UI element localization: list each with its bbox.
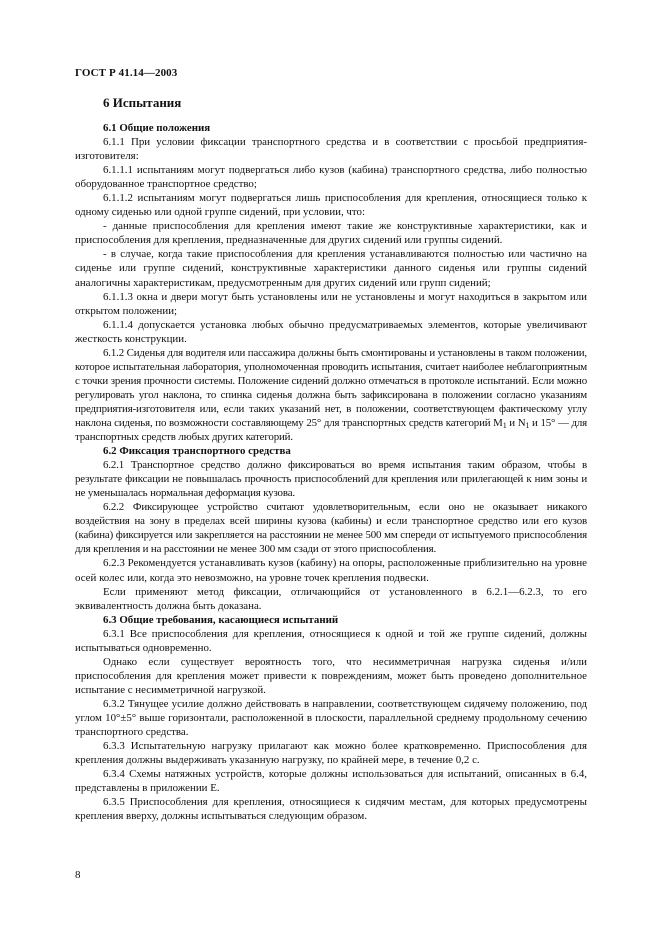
paragraph-6-2-3: 6.2.3 Рекомендуется устанавливать кузов (кабину) на опоры, расположенные приблизительно на уровне осей колес или, когда это невозможно, на уровне точек крепления подвески. (75, 557, 587, 584)
paragraph-bullet-2: - в случае, когда такие приспособления для крепления устанавливаются полностью или частично на сиденье или группе сидений, конструктивные характеристики данного сиденья или группы сидений аналогичны характеристикам, предусмотренным для других сидений или групп сидений; (75, 248, 587, 289)
paragraph-6-1-2: 6.1.2 Сиденья для водителя или пассажира должны быть смонтированы и установлены в таком положении, которое испытательная лаборатория, уполномоченная проводить испытания, считает наиболее неблагоприятным с точки зрения прочности системы. Положение сидений должно отмечаться в протоколе испытаний. Если можно регулировать угол наклона, то спинка сиденья должна быть зафиксирована в положении согласно указаниям предприятия-изготовителя или, если таких указаний нет, в положении, соответствующем фактическому углу наклона сиденья, по возможности составляющему 25° для транспортных средств категорий $M_1$ и $N_1$ и 15° — для транспортных средств любых других категорий. (75, 346, 587, 444)
paragraph-bullet-1: - данные приспособления для крепления имеют такие же конструктивные характеристики, как и приспособления для крепления, предназначенные для других сидений или группы сидений. (75, 220, 587, 247)
paragraph-6-1-1-2: 6.1.1.2 испытаниям могут подвергаться лишь приспособления для крепления, относящиеся только к одному сиденью или одной группе сидений, при условии, что: (75, 192, 587, 219)
subheading-6-2: 6.2 Фиксация транспортного средства (103, 445, 291, 458)
document-body (75, 121, 587, 823)
paragraph-6-1-1: 6.1.1 При условии фиксации транспортного средства и в соответствии с просьбой предприятия-изготовителя: (75, 136, 587, 163)
paragraph-6-3-5: 6.3.5 Приспособления для крепления, относящиеся к сидячим местам, для которых предусмотрены крепления вверху, должны испытываться следующим образом. (75, 796, 587, 823)
paragraph-6-2-3-note: Если применяют метод фиксации, отличающийся от установленного в 6.2.1—6.2.3, то его эквивалентность должна быть доказана. (75, 585, 587, 612)
paragraph-6-3-1-note: Однако если существует вероятность того, что несимметричная нагрузка сиденья и/или приспособления для крепления может привести к повреждениям, может быть проведено дополнительное испытание с несимметричной нагрузкой. (75, 655, 587, 696)
section-title: 6 Испытания (103, 95, 182, 110)
page-number: 8 (75, 869, 81, 881)
document-header: ГОСТ Р 41.14—2003 (75, 67, 178, 79)
paragraph-6-2-1: 6.2.1 Транспортное средство должно фиксироваться во время испытания таким образом, чтобы в результате фиксации не повышалась прочность приспособлений для крепления или прилегающей к ним зоны и не уменьшалась нормальная деформация кузова. (75, 459, 587, 500)
subheading-6-1: 6.1 Общие положения (103, 122, 211, 134)
paragraph-6-3-1: 6.3.1 Все приспособления для крепления, относящиеся к одной и той же группе сидений, должны испытываться одновременно. (75, 627, 587, 654)
paragraph-6-1-1-3: 6.1.1.3 окна и двери могут быть установлены или не установлены и могут находиться в закрытом или открытом положении; (75, 290, 587, 317)
paragraph-6-1-1-4: 6.1.1.4 допускается установка любых обычно предусматриваемых элементов, которые увеличивают жесткость конструкции. (75, 318, 587, 345)
paragraph-6-3-3: 6.3.3 Испытательную нагрузку прилагают как можно более кратковременно. Приспособления для крепления должны выдерживать указанную нагрузку, по крайней мере, в течение 0,2 с. (75, 740, 587, 767)
paragraph-6-3-4: 6.3.4 Схемы натяжных устройств, которые должны использоваться для испытаний, описанных в 6.4, представлены в приложении Е. (75, 768, 587, 795)
subheading-6-3: 6.3 Общие требования, касающиеся испытаний (103, 613, 339, 626)
paragraph-6-3-2: 6.3.2 Тянущее усилие должно действовать в направлении, соответствующем сидячему положению, под углом 10°±5° выше горизонтали, расположенной в плоскости, параллельной среднему продольному сечению транспортного средства. (75, 697, 587, 739)
paragraph-6-2-2: 6.2.2 Фиксирующее устройство считают удовлетворительным, если оно не оказывает никакого воздействия на зону в пределах всей ширины кузова (кабины) и если транспортное средство или его кузов (кабина) фиксируется или закрепляется на расстоянии не менее 500 мм спереди от испытуемого приспособления для крепления и на расстоянии не менее 300 мм сзади от этого приспособления. (75, 501, 587, 556)
paragraph-6-1-1-1: 6.1.1.1 испытаниям могут подвергаться либо кузов (кабина) транспортного средства, либо полностью оборудованное транспортное средство; (75, 164, 587, 191)
